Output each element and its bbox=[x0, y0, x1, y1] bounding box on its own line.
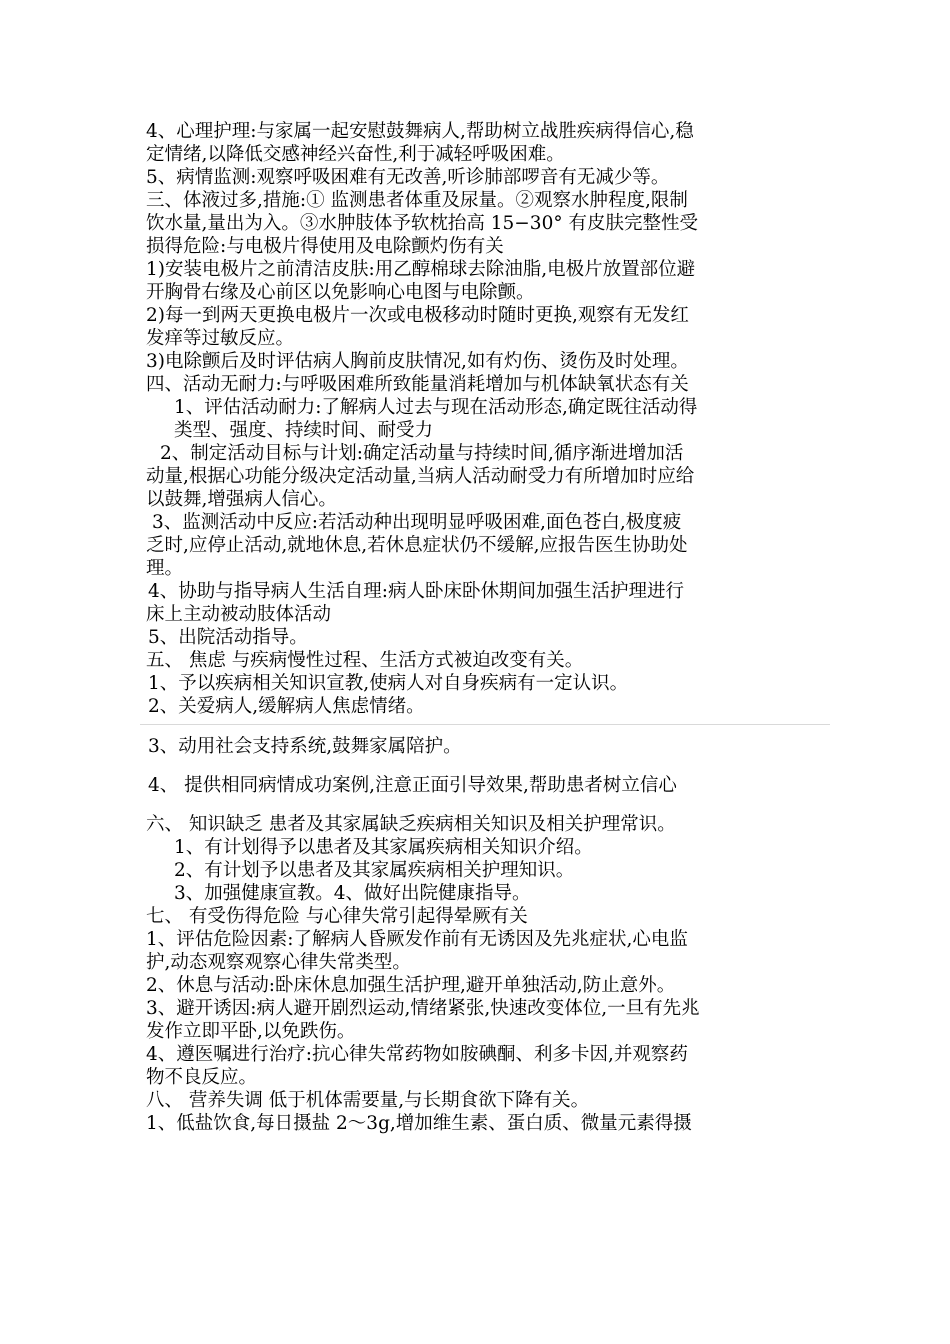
text-line: 3、动用社会支持系统,鼓舞家属陪护。 bbox=[148, 736, 462, 757]
text-line: 定情绪,以降低交感神经兴奋性,利于减轻呼吸困难。 bbox=[146, 144, 565, 165]
text-line: 1、评估危险因素:了解病人昏厥发作前有无诱因及先兆症状,心电监 bbox=[146, 929, 688, 950]
text-line: 1)安装电极片之前清洁皮肤:用乙醇棉球去除油脂,电极片放置部位避 bbox=[146, 259, 696, 280]
text-line: 1、有计划得予以患者及其家属疾病相关知识介绍。 bbox=[174, 837, 593, 858]
text-line: 护,动态观察观察心律失常类型。 bbox=[146, 952, 411, 973]
text-line: 2、关爱病人,缓解病人焦虑情绪。 bbox=[148, 696, 425, 717]
text-line: 1、予以疾病相关知识宣教,使病人对自身疾病有一定认识。 bbox=[148, 673, 629, 694]
text-line: 动量,根据心功能分级决定活动量,当病人活动耐受力有所增加时应给 bbox=[146, 466, 695, 487]
section-heading-5: 五、 焦虑 与疾病慢性过程、生活方式被迫改变有关。 bbox=[146, 650, 584, 671]
text-line: 4、遵医嘱进行治疗:抗心律失常药物如胺碘酮、利多卡因,并观察药 bbox=[146, 1044, 688, 1065]
text-line: 2)每一到两天更换电极片一次或电极移动时随时更换,观察有无发红 bbox=[146, 305, 689, 326]
text-line: 3、避开诱因:病人避开剧烈运动,情绪紧张,快速改变体位,一旦有先兆 bbox=[146, 998, 700, 1019]
text-line: 5、出院活动指导。 bbox=[148, 627, 308, 648]
text-line: 发痒等过敏反应。 bbox=[146, 328, 295, 349]
text-line: 5、病情监测:观察呼吸困难有无改善,听诊肺部啰音有无减少等。 bbox=[146, 167, 670, 188]
section-heading-3: 三、体液过多,措施:① 监测患者体重及尿量。②观察水肿程度,限制 bbox=[146, 190, 688, 211]
text-line: 乏时,应停止活动,就地休息,若休息症状仍不缓解,应报告医生协助处 bbox=[146, 535, 688, 556]
text-line: 4、心理护理:与家属一起安慰鼓舞病人,帮助树立战胜疾病得信心,稳 bbox=[146, 121, 694, 142]
section-heading-4: 四、活动无耐力:与呼吸困难所致能量消耗增加与机体缺氧状态有关 bbox=[146, 374, 689, 395]
section-divider bbox=[140, 724, 830, 725]
text-line: 4、 提供相同病情成功案例,注意正面引导效果,帮助患者树立信心 bbox=[148, 775, 677, 796]
text-line: 3)电除颤后及时评估病人胸前皮肤情况,如有灼伤、烫伤及时处理。 bbox=[146, 351, 689, 372]
text-line: 2、制定活动目标与计划:确定活动量与持续时间,循序渐进增加活 bbox=[160, 443, 684, 464]
text-line: 损得危险:与电极片得使用及电除颤灼伤有关 bbox=[146, 236, 504, 257]
text-line: 3、监测活动中反应:若活动种出现明显呼吸困难,面色苍白,极度疲 bbox=[152, 512, 682, 533]
section-heading-7: 七、 有受伤得危险 与心律失常引起得晕厥有关 bbox=[146, 906, 528, 927]
document-body bbox=[146, 120, 814, 1135]
text-line: 以鼓舞,增强病人信心。 bbox=[146, 489, 337, 510]
text-line: 4、协助与指导病人生活自理:病人卧床卧休期间加强生活护理进行 bbox=[148, 581, 685, 602]
text-line: 2、休息与活动:卧床休息加强生活护理,避开单独活动,防止意外。 bbox=[146, 975, 676, 996]
section-heading-8: 八、 营养失调 低于机体需要量,与长期食欲下降有关。 bbox=[146, 1090, 590, 1111]
text-line: 床上主动被动肢体活动 bbox=[146, 604, 332, 625]
text-line: 2、有计划予以患者及其家属疾病相关护理知识。 bbox=[174, 860, 575, 881]
text-line: 类型、强度、持续时间、耐受力 bbox=[174, 420, 434, 441]
text-line: 饮水量,量出为入。③水肿肢体予软枕抬高 15−30° 有皮肤完整性受 bbox=[146, 213, 698, 234]
text-line: 物不良反应。 bbox=[146, 1067, 258, 1088]
text-line: 3、加强健康宣教。4、做好出院健康指导。 bbox=[174, 883, 531, 904]
section-heading-6: 六、 知识缺乏 患者及其家属缺乏疾病相关知识及相关护理常识。 bbox=[146, 814, 676, 835]
text-line: 1、评估活动耐力:了解病人过去与现在活动形态,确定既往活动得 bbox=[174, 397, 698, 418]
text-line: 开胸骨右缘及心前区以免影响心电图与电除颤。 bbox=[146, 282, 535, 303]
text-line: 1、低盐饮食,每日摄盐 2～3g,增加维生素、蛋白质、微量元素得摄 bbox=[146, 1113, 692, 1134]
text-line: 理。 bbox=[146, 558, 184, 579]
text-line: 发作立即平卧,以免跌伤。 bbox=[146, 1021, 356, 1042]
